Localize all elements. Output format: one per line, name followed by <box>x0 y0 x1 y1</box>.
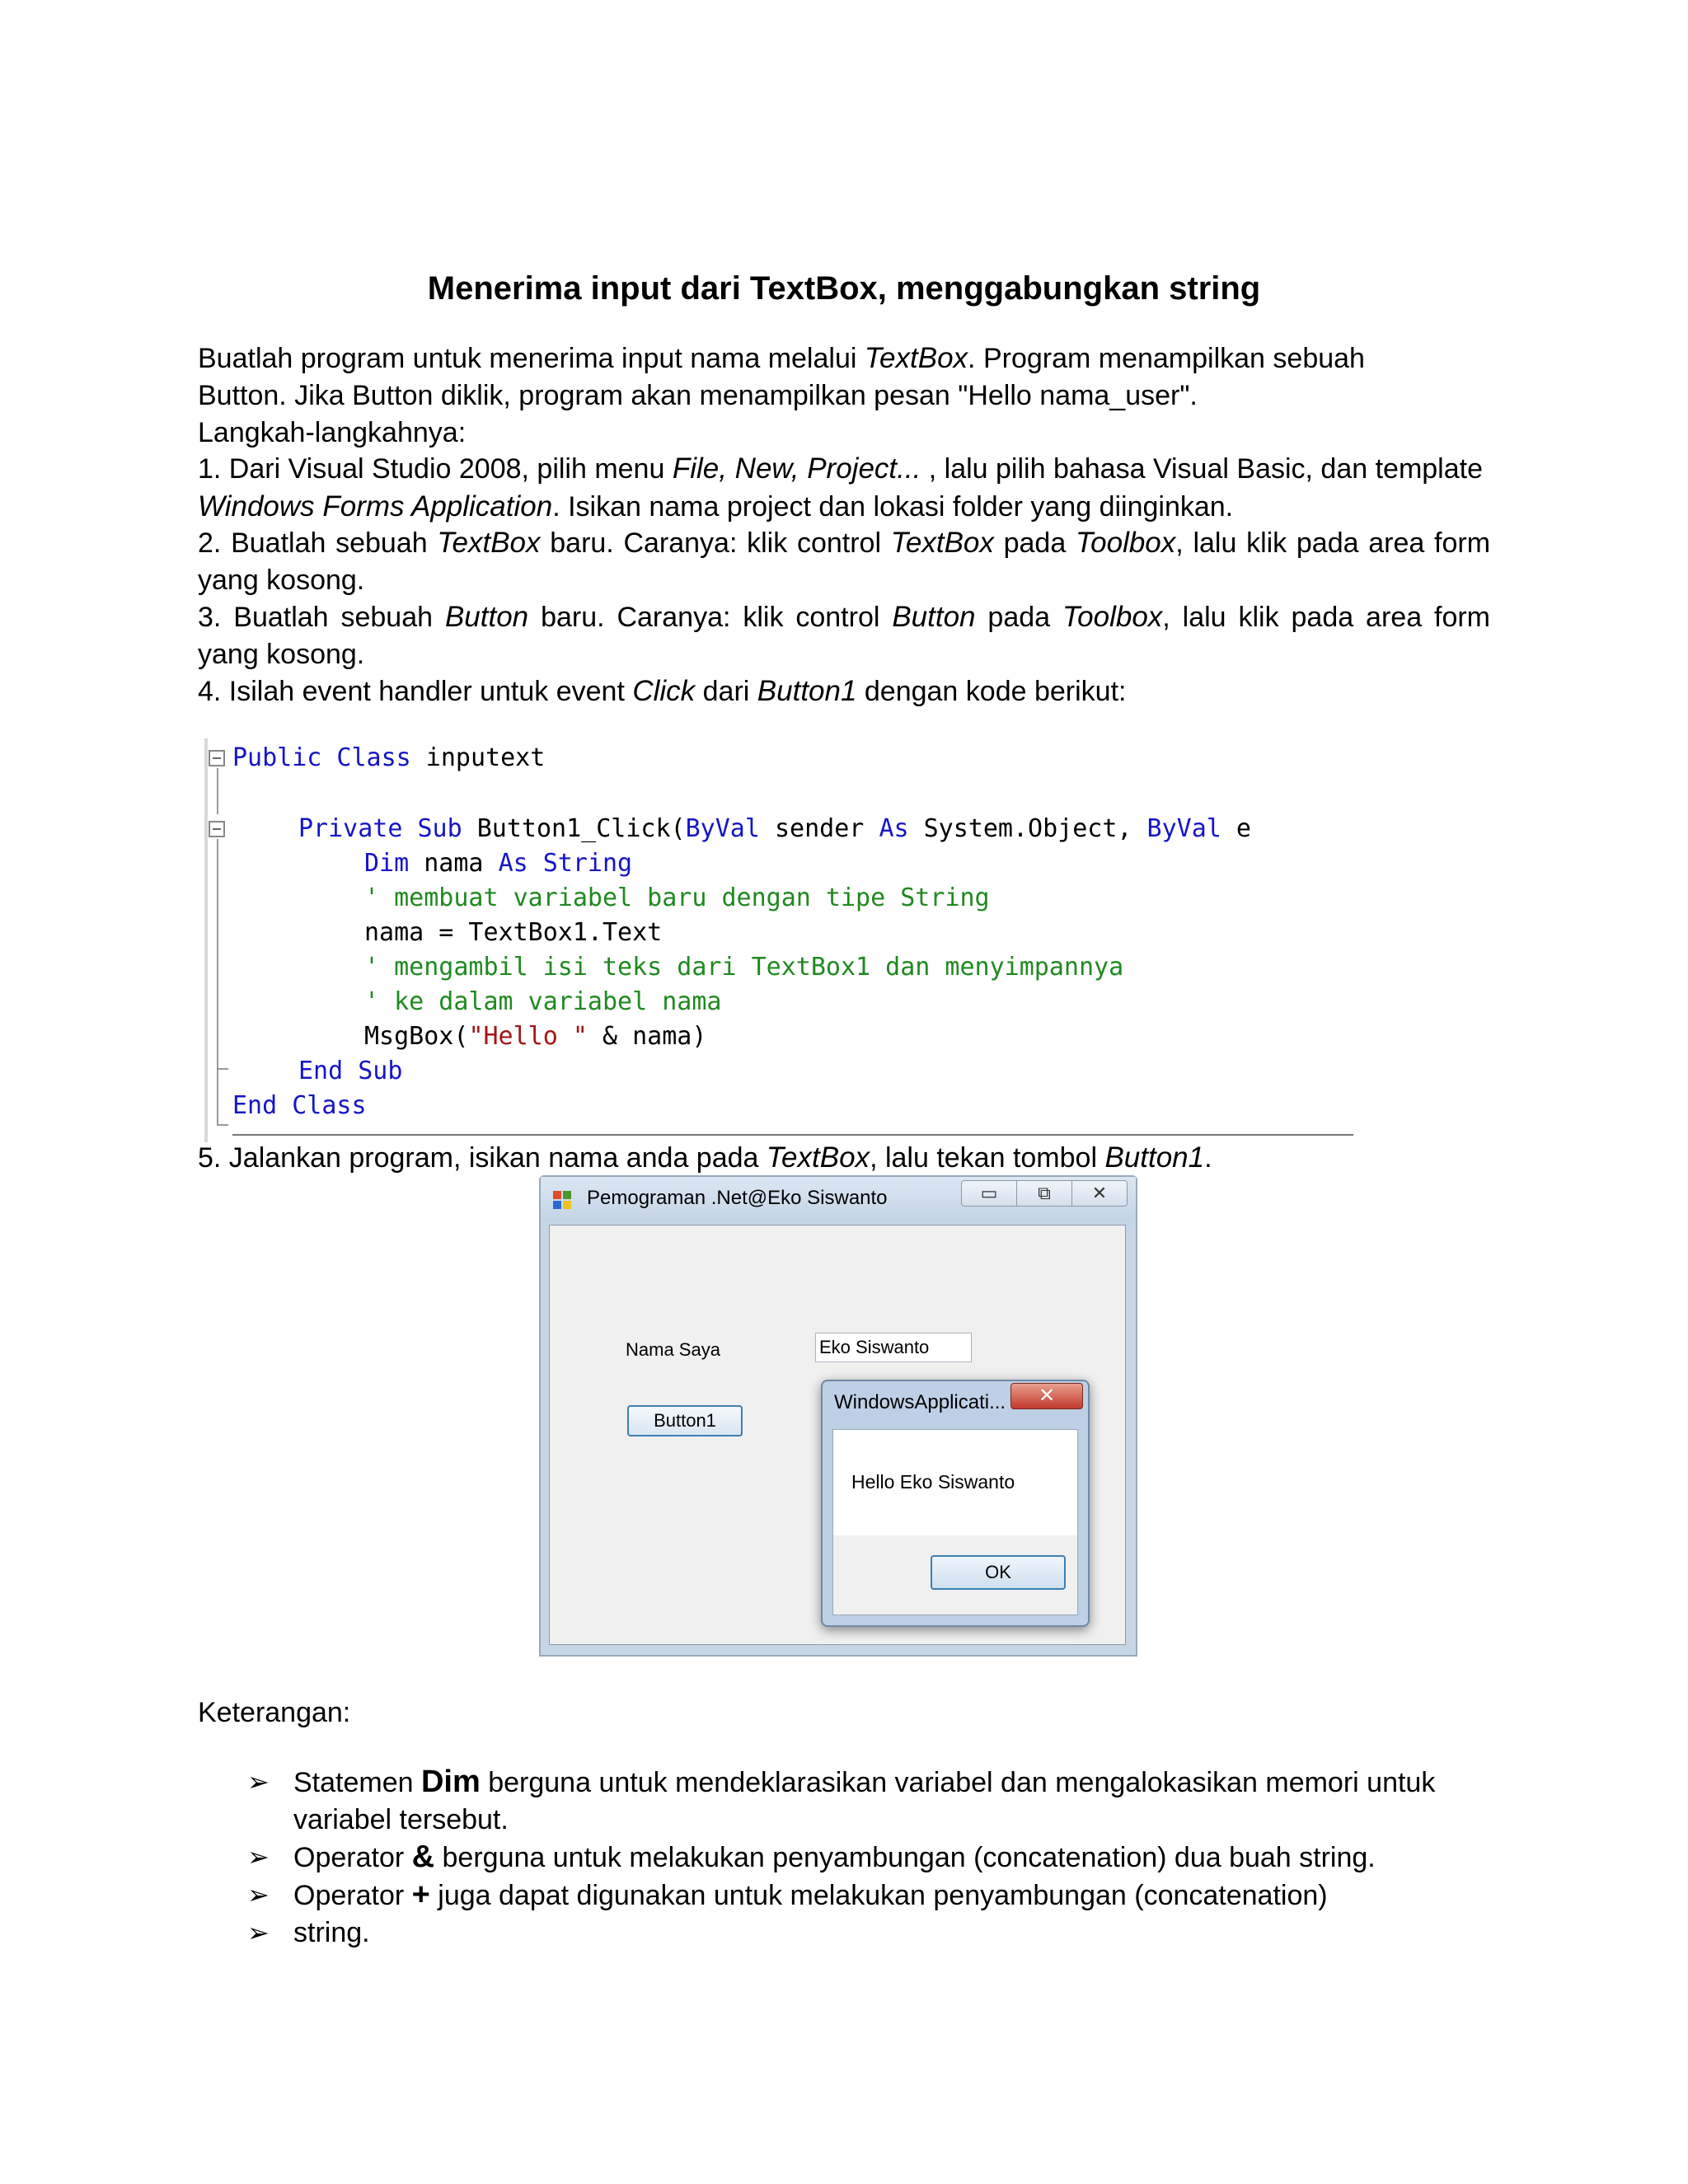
step-text: pada <box>975 602 1062 633</box>
message-text: Hello Eko Siswanto <box>851 1471 1015 1493</box>
message-box <box>821 1380 1090 1627</box>
step-text: . <box>1204 1142 1212 1174</box>
keyword: As <box>879 814 909 843</box>
collapse-class-icon[interactable] <box>209 750 225 766</box>
toolbox-term: Toolbox <box>1075 527 1176 559</box>
control-name: Button <box>444 601 529 633</box>
step-text: baru. Caranya: klik control <box>528 602 893 633</box>
identifier: e <box>1221 814 1251 843</box>
window-titlebar[interactable] <box>541 1177 1136 1221</box>
identifier: nama <box>409 849 499 878</box>
step-1 <box>198 450 1490 526</box>
item-text: Operator <box>293 1880 412 1911</box>
identifier: Button1_Click( <box>462 814 686 843</box>
step-text: , lalu klik pada area form yang kosong. <box>198 527 1491 596</box>
code-line-1 <box>232 742 545 775</box>
step-3 <box>198 598 1490 673</box>
intro-textbox-term: TextBox <box>864 342 968 374</box>
arrow-bullet-icon: ➢ <box>247 1918 270 1947</box>
list-item <box>247 1764 1459 1839</box>
list-item <box>247 1839 1459 1877</box>
name-label: Nama Saya <box>626 1339 720 1360</box>
intro-paragraph <box>198 340 1490 452</box>
keyword: Public Class <box>232 743 411 772</box>
control-name: Button1 <box>1104 1141 1205 1174</box>
arrow-bullet-icon: ➢ <box>247 1842 270 1872</box>
message-box-body <box>832 1429 1078 1615</box>
code-block <box>198 738 1352 1141</box>
step-text: pada <box>993 527 1076 559</box>
code-gutter <box>204 738 208 1142</box>
step-text: , lalu pilih bahasa Visual Basic, dan template <box>921 453 1483 485</box>
code-end-sub: End Sub <box>298 1057 403 1085</box>
menu-path: File, New, Project... <box>672 452 921 485</box>
item-text: berguna untuk mendeklarasikan variabel dan mengalokasikan memori untuk variabel tersebut. <box>293 1767 1436 1835</box>
keterangan-heading: Keterangan: <box>198 1697 351 1728</box>
control-name: Button1 <box>757 675 857 707</box>
event-name: Click <box>632 675 696 707</box>
control-name: TextBox <box>890 527 994 559</box>
list-item <box>247 1915 1459 1952</box>
name-textbox[interactable]: Eko Siswanto <box>815 1333 972 1362</box>
code-line-3 <box>364 847 632 880</box>
string-literal: "Hello " <box>468 1022 588 1051</box>
page-title: Menerima input dari TextBox, menggabungkan string <box>427 270 1261 307</box>
keyword: Dim <box>364 849 410 878</box>
arrow-bullet-icon: ➢ <box>247 1880 270 1910</box>
code-bottom-rule <box>232 1134 1353 1136</box>
step-text: . Isikan nama project dan lokasi folder yang diinginkan. <box>552 491 1234 523</box>
keyword: As String <box>498 849 633 878</box>
item-text: Statemen <box>293 1767 421 1798</box>
step-text: , lalu tekan tombol <box>870 1142 1105 1174</box>
identifier: & nama) <box>587 1022 707 1051</box>
toolbox-term: Toolbox <box>1062 601 1163 633</box>
step-text: 1. Dari Visual Studio 2008, pilih menu <box>198 453 673 485</box>
app-icon <box>552 1190 572 1210</box>
intro-text: Button. Jika Button diklik, program akan menampilkan pesan "Hello nama_user". <box>198 380 1198 411</box>
step-text: 5. Jalankan program, isikan nama anda pada <box>198 1142 767 1174</box>
steps-heading: Langkah-langkahnya: <box>198 417 467 448</box>
keyword: Private Sub <box>298 814 462 843</box>
step-text: baru. Caranya: klik control <box>540 527 891 559</box>
identifier: sender <box>759 814 879 843</box>
code-comment-3: ' ke dalam variabel nama <box>364 987 722 1016</box>
item-text: juga dapat digunakan untuk melakukan penyambungan (concatenation) <box>429 1880 1328 1911</box>
collapse-sub-icon[interactable] <box>209 821 225 837</box>
identifier: System.Object, <box>908 814 1147 843</box>
arrow-bullet-icon: ➢ <box>247 1767 270 1797</box>
window-title: Pemograman .Net@Eko Siswanto <box>587 1187 888 1209</box>
button1[interactable]: Button1 <box>627 1405 743 1436</box>
keterangan-list <box>247 1764 1459 1952</box>
close-button[interactable]: ✕ <box>1091 1183 1108 1203</box>
item-text: Operator <box>293 1842 412 1873</box>
code-line-2 <box>298 813 1251 846</box>
step-text: 4. Isilah event handler untuk event <box>198 676 633 707</box>
step-5 <box>198 1139 1490 1177</box>
template-name: Windows Forms Application <box>198 490 553 523</box>
code-line-8 <box>364 1020 706 1053</box>
outline-tick <box>217 1124 228 1126</box>
operator-plus: + <box>411 1877 430 1912</box>
minimize-button[interactable]: ▭ <box>962 1181 1017 1206</box>
message-box-close-button[interactable]: ✕ <box>1010 1383 1083 1409</box>
keyword: ByVal <box>1146 814 1221 843</box>
step-text: dari <box>695 676 757 707</box>
outline-tick <box>217 1068 228 1070</box>
intro-text: Buatlah program untuk menerima input nama melalui <box>198 343 865 374</box>
keyword: ByVal <box>685 814 760 843</box>
step-4 <box>198 673 1490 710</box>
ok-button[interactable]: OK <box>931 1555 1066 1590</box>
code-comment-2: ' mengambil isi teks dari TextBox1 dan menyimpannya <box>364 953 1124 982</box>
operator-ampersand: & <box>411 1840 435 1874</box>
message-box-title: WindowsApplicati... <box>834 1391 1006 1413</box>
keyword-dim: Dim <box>420 1765 481 1799</box>
identifier: MsgBox( <box>364 1022 469 1051</box>
intro-text: . Program menampilkan sebuah <box>968 343 1365 374</box>
step-2 <box>198 524 1490 599</box>
outline-line <box>217 839 218 1126</box>
control-name: TextBox <box>437 527 541 559</box>
step-text: 2. Buatlah sebuah <box>198 527 438 559</box>
control-name: TextBox <box>766 1141 870 1174</box>
code-end-class: End Class <box>232 1091 367 1120</box>
list-item <box>247 1877 1459 1915</box>
maximize-button[interactable]: ⧉ <box>1017 1181 1072 1206</box>
identifier: inputext <box>410 743 546 772</box>
item-text: berguna untuk melakukan penyambungan (concatenation) dua buah string. <box>434 1842 1376 1873</box>
outline-line <box>217 768 218 814</box>
step-text: dengan kode berikut: <box>856 676 1127 707</box>
message-area <box>833 1430 1077 1535</box>
control-name: Button <box>892 601 976 633</box>
item-text: string. <box>293 1917 370 1948</box>
step-text: , lalu klik pada area form yang kosong. <box>198 602 1491 670</box>
window-controls <box>961 1180 1128 1207</box>
step-text: 3. Buatlah sebuah <box>198 602 445 633</box>
code-line-5: nama = TextBox1.Text <box>364 918 663 947</box>
code-comment-1: ' membuat variabel baru dengan tipe String <box>364 883 990 912</box>
